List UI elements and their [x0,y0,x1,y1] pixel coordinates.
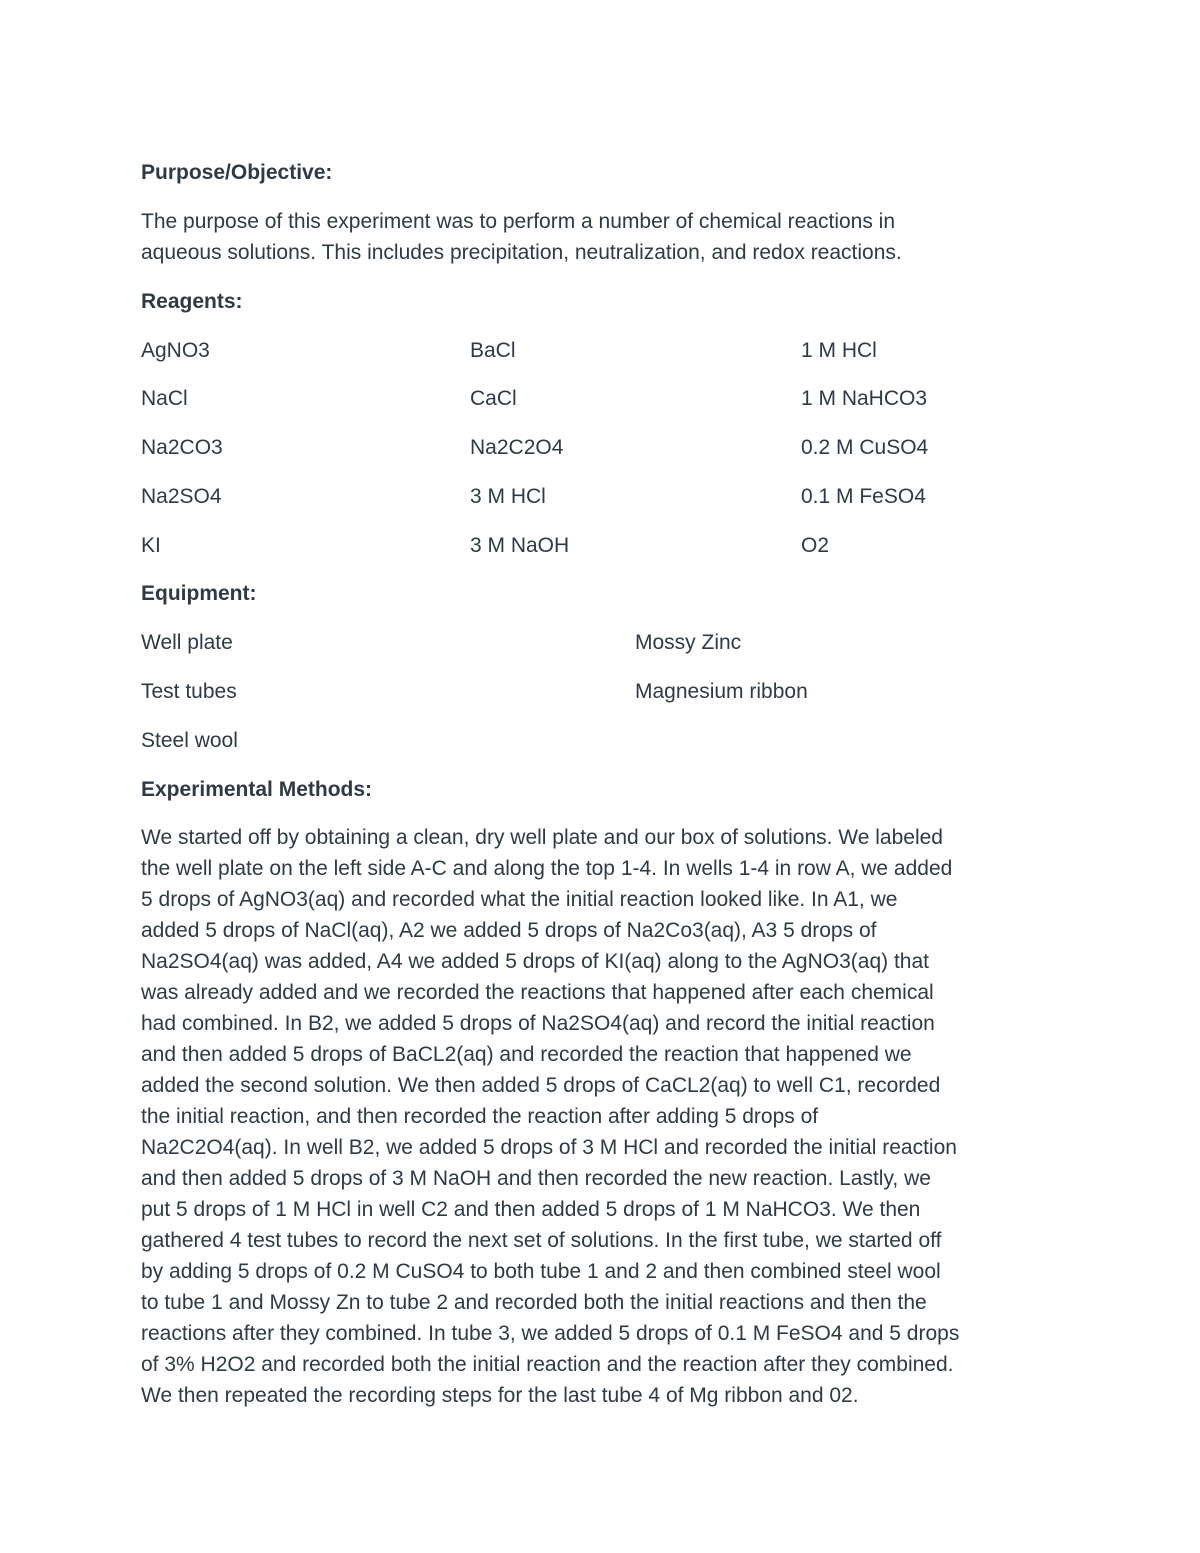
methods-line: the well plate on the left side A-C and along the top 1-4. In wells 1-4 in row A, we added [141,857,953,880]
methods-line: Na2SO4(aq) was added, A4 we added 5 drops of KI(aq) along to the AgNO3(aq) that [141,950,929,973]
purpose-heading: Purpose/Objective: [141,161,333,184]
reagent-cell: 3 M NaOH [470,534,570,557]
methods-line: Na2C2O4(aq). In well B2, we added 5 drops of 3 M HCl and recorded the initial reaction [141,1136,957,1159]
reagent-cell: Na2SO4 [141,485,222,508]
reagent-cell: O2 [801,534,830,557]
methods-line: had combined. In B2, we added 5 drops of Na2SO4(aq) and record the initial reaction [141,1012,935,1035]
methods-paragraph [141,822,1066,1411]
equipment-cell: Steel wool [141,729,238,752]
reagent-cell: 3 M HCl [470,485,546,508]
equipment-heading: Equipment: [141,582,257,605]
methods-line: added the second solution. We then added 5 drops of CaCL2(aq) to well C1, recorded [141,1074,941,1097]
methods-line: by adding 5 drops of 0.2 M CuSO4 to both tube 1 and 2 and then combined steel wool [141,1260,941,1283]
methods-line: gathered 4 test tubes to record the next set of solutions. In the first tube, we started off [141,1229,942,1252]
reagent-cell: 1 M HCl [801,339,877,362]
methods-line: to tube 1 and Mossy Zn to tube 2 and recorded both the initial reactions and then the [141,1291,927,1314]
methods-line: of 3% H2O2 and recorded both the initial reaction and the reaction after they combined. [141,1353,954,1376]
reagent-cell: CaCl [470,387,517,410]
methods-line: We then repeated the recording steps for the last tube 4 of Mg ribbon and 02. [141,1384,859,1407]
methods-line: and then added 5 drops of BaCL2(aq) and recorded the reaction that happened we [141,1043,912,1066]
reagent-cell: KI [141,534,161,557]
methods-line: 5 drops of AgNO3(aq) and recorded what the initial reaction looked like. In A1, we [141,888,898,911]
reagent-cell: Na2C2O4 [470,436,564,459]
reagent-cell: 0.1 M FeSO4 [801,485,926,508]
methods-line: We started off by obtaining a clean, dry well plate and our box of solutions. We labeled [141,826,943,849]
methods-line: put 5 drops of 1 M HCl in well C2 and then added 5 drops of 1 M NaHCO3. We then [141,1198,921,1221]
reagent-cell: 0.2 M CuSO4 [801,436,929,459]
purpose-paragraph [141,206,1066,268]
equipment-cell: Mossy Zinc [635,631,742,654]
equipment-cell: Test tubes [141,680,237,703]
purpose-line: The purpose of this experiment was to perform a number of chemical reactions in [141,210,896,233]
purpose-line: aqueous solutions. This includes precipitation, neutralization, and redox reactions. [141,241,902,264]
reagent-cell: BaCl [470,339,516,362]
reagent-cell: NaCl [141,387,188,410]
equipment-cell: Well plate [141,631,233,654]
methods-line: was already added and we recorded the reactions that happened after each chemical [141,981,934,1004]
methods-line: added 5 drops of NaCl(aq), A2 we added 5 drops of Na2Co3(aq), A3 5 drops of [141,919,877,942]
methods-line: reactions after they combined. In tube 3, we added 5 drops of 0.1 M FeSO4 and 5 drops [141,1322,960,1345]
methods-line: and then added 5 drops of 3 M NaOH and then recorded the new reaction. Lastly, we [141,1167,931,1190]
methods-line: the initial reaction, and then recorded the reaction after adding 5 drops of [141,1105,819,1128]
reagent-cell: Na2CO3 [141,436,223,459]
reagent-cell: AgNO3 [141,339,210,362]
reagents-heading: Reagents: [141,290,243,313]
methods-heading: Experimental Methods: [141,778,373,801]
reagent-cell: 1 M NaHCO3 [801,387,928,410]
equipment-cell: Magnesium ribbon [635,680,808,703]
